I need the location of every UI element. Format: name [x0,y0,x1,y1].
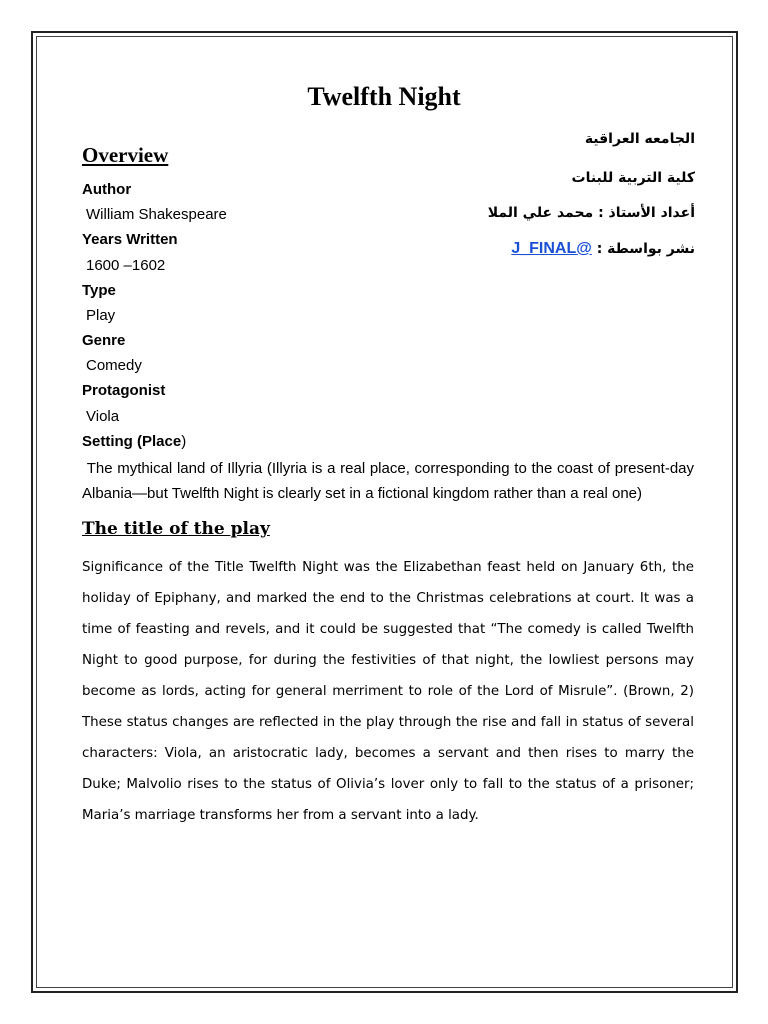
document-title: Twelfth Night [307,82,461,111]
author-value: William Shakespeare [86,206,227,223]
protagonist-label: Protagonist [82,382,166,399]
arabic-prepared-by: أعداد الأستاذ : محمد علي الملا [487,205,695,221]
arabic-published-by [511,240,695,258]
setting-text-content: The mythical land of Illyria (Illyria is a real place, corresponding to the coast of present-day Albania—but Twelfth Night is clearly set in a fictional kingdom rather than a real one) [82,460,695,502]
setting-label-close: ) [181,433,187,450]
type-label: Type [82,282,116,299]
years-written-label: Years Written [82,231,178,248]
author-label: Author [82,181,132,198]
setting-label-place: Place [142,433,182,450]
setting-label-main: Setting ( [82,433,142,450]
genre-label: Genre [82,332,126,349]
type-value: Play [86,307,116,324]
publisher-link[interactable]: @J_FINAL [511,240,592,257]
section-paragraph: Significance of the Title Twelfth Night was the Elizabethan feast held on January 6th, the holiday of Epiphany, and marked the end to the Christmas celebrations at court. It was a time of feasting and revels, and it could be suggested that “The comedy is called Twelfth Night to good purpose, for during the festivities of that night, the lowliest persons may become as lords, acting for general merriment to role of the Lord of Misrule”. (Brown, 2) These status changes are reflected in the play through the rise and fall in status of several characters: Viola, an aristocratic lady, becomes a servant and then rises to marry the Duke; Malvolio rises to the status of Olivia’s lover only to fall to the status of a prisoner; Maria’s marriage transforms her from a servant into a lady. [82,560,694,823]
arabic-published-label: نشر بواسطة : [591,241,695,257]
genre-value: Comedy [86,357,142,374]
section-heading: The title of the play [82,519,270,539]
overview-heading: Overview [82,143,169,167]
setting-text [82,456,694,506]
years-written-value: 1600 –1602 [86,257,166,274]
protagonist-value: Viola [86,408,120,425]
arabic-college: كلية التربية للبنات [571,170,695,186]
setting-label [82,433,186,450]
arabic-university: الجامعه العراقية [584,131,695,147]
